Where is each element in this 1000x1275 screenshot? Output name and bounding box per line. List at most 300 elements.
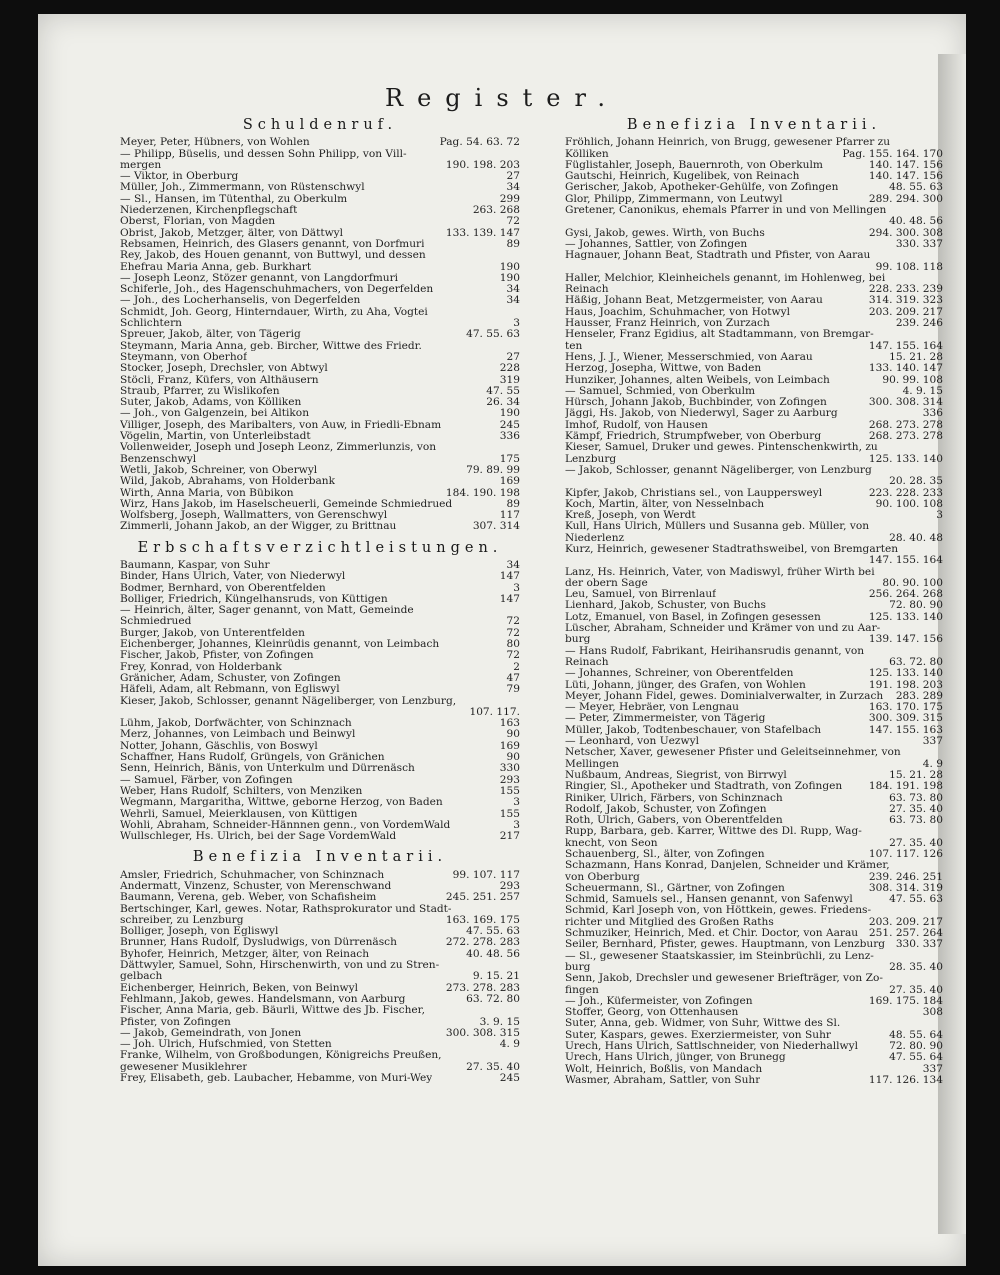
entry-name: Andermatt, Vinzenz, Schuster, von Merenschwand (120, 881, 392, 892)
index-entry (120, 763, 520, 774)
index-entry (565, 747, 943, 758)
entry-name: Wullschleger, Hs. Ulrich, bei der Sage VordemWald (120, 831, 397, 843)
entry-pages: 263. 268 (472, 204, 520, 217)
entry-name: Eichenberger, Johannes, Kleinrüdis genannt, von Leimbach (120, 639, 440, 651)
entry-pages: 72 (506, 615, 520, 628)
entry-name: — Joh., Küfermeister, von Zofingen (565, 995, 753, 1007)
index-entry (120, 718, 520, 729)
index-entry (565, 928, 943, 939)
entry-pages: 299 (499, 192, 520, 205)
entry-name: Suter, Kaspars, gewes. Exerziermeister, von Suhr (565, 1029, 831, 1041)
index-entry (565, 1030, 943, 1041)
entry-name: Straub, Pfarrer, zu Wislikofen (120, 385, 280, 397)
entry-name: Wirth, Anna Maria, von Bübikon (120, 487, 294, 499)
entry-name: Scheuermann, Sl., Gärtner, von Zofingen (565, 882, 785, 894)
entry-pages: 147 (499, 570, 520, 583)
index-entry (565, 1052, 943, 1063)
entry-name: Rey, Jakob, des Houen genannt, von Buttwyl, und dessen (120, 250, 426, 262)
entry-pages: 251. 257. 264 (868, 927, 943, 940)
entry-pages: 107. 117. 126 (868, 848, 943, 860)
entry-pages: 283. 289 (895, 689, 943, 702)
entry-name: Müller, Jakob, Todtenbeschauer, von Stafelbach (565, 724, 822, 736)
index-entry (565, 137, 943, 148)
entry-name: Bolliger, Joseph, von Egliswyl (120, 926, 279, 938)
index-entry (120, 662, 520, 673)
index-entry (565, 216, 943, 227)
index-entry (120, 352, 520, 363)
entry-name: Häfeli, Adam, alt Rebmann, von Egliswyl (120, 684, 340, 696)
index-entry (565, 804, 943, 815)
entry-name: — Joh., des Locherhanselis, von Degerfelden (120, 295, 361, 307)
index-entry (565, 397, 943, 408)
index-entry (565, 533, 943, 544)
entry-name: Spreuer, Jakob, älter, von Tägerig (120, 329, 301, 341)
entry-name: Amsler, Friedrich, Schuhmacher, von Schinznach (120, 869, 385, 881)
entry-name: Stocker, Joseph, Drechsler, von Abtwyl (120, 363, 328, 375)
entry-pages: 107. 117. (469, 705, 520, 718)
entry-pages: 2 (513, 660, 520, 673)
index-entry (120, 318, 520, 329)
index-entry (120, 797, 520, 808)
entry-name: Kreß, Joseph, von Werdt (565, 510, 696, 522)
entry-pages: 337 (922, 1062, 943, 1075)
index-entry (565, 781, 943, 792)
entry-pages: 4. 9 (922, 757, 943, 770)
index-entry (120, 284, 520, 295)
entry-pages: 300. 308. 314 (868, 396, 943, 409)
index-entry (565, 442, 943, 453)
entry-name: Kurz, Heinrich, gewesener Stadtrathsweibel, von Bremgarten (565, 543, 899, 555)
entry-name: Mellingen (565, 758, 619, 770)
entry-pages: 47. 55. 63 (466, 925, 520, 938)
index-entry (120, 341, 520, 352)
entry-name: — Joh. Ulrich, Hufschmied, von Stetten (120, 1039, 332, 1051)
entry-name: Suter, Jakob, Adams, von Kölliken (120, 397, 302, 409)
entry-name: Wohli, Abraham, Schneider-Hännnen genn., von VordemWald (120, 819, 451, 831)
entry-name: Lotz, Emanuel, von Basel, in Zofingen gesessen (565, 611, 821, 623)
entry-name: Kipfer, Jakob, Christians sel., von Lauppersweyl (565, 487, 823, 499)
entry-pages: 245 (499, 418, 520, 431)
entry-pages: 63. 73. 80 (889, 814, 943, 827)
entry-name: Wild, Jakob, Abrahams, von Holderbank (120, 476, 336, 488)
entry-name: Baumann, Verena, geb. Weber, von Schafisheim (120, 892, 377, 904)
entry-pages: 184. 191. 198 (868, 780, 943, 793)
entry-name: Villiger, Joseph, des Maribalters, von Auw, in Friedli-Ebnam (120, 419, 442, 431)
entry-name: Wehrli, Samuel, Meierklausen, von Küttigen (120, 808, 358, 820)
index-entry (120, 994, 520, 1005)
entry-pages: 307. 314 (472, 520, 520, 533)
index-entry (120, 171, 520, 182)
index-entry (120, 329, 520, 340)
index-entry (120, 363, 520, 374)
index-entry (120, 560, 520, 571)
entry-pages: 293 (499, 773, 520, 786)
index-entry (565, 499, 943, 510)
entry-name: Hens, J. J., Wiener, Messerschmied, von Aarau (565, 351, 813, 363)
entry-pages: 47 (506, 671, 520, 684)
entry-name: Lüscher, Abraham, Schneider und Krämer von und zu Aar- (565, 623, 881, 635)
index-entry (565, 759, 943, 770)
right-column (565, 116, 943, 1086)
entry-pages: 190 (499, 407, 520, 420)
entry-name: Frey, Elisabeth, geb. Laubacher, Hebamme, von Muri-Wey (120, 1073, 433, 1085)
entry-pages: 256. 264. 268 (868, 588, 943, 601)
entry-name: Henseler, Franz Egidius, alt Stadtammann, von Bremgar- (565, 329, 874, 341)
entry-name: Fröhlich, Johann Heinrich, von Brugg, gewesener Pfarrer zu (565, 137, 891, 149)
entry-name: Binder, Hans Ulrich, Vater, von Niederwyl (120, 571, 346, 583)
index-entry (120, 605, 520, 616)
entry-pages: 72 (506, 626, 520, 639)
entry-pages: 308 (922, 1006, 943, 1019)
entry-name: richter und Mitglied des Großen Raths (565, 916, 774, 928)
entry-pages: 190. 198. 203 (445, 158, 520, 171)
entry-name: Lienhard, Jakob, Schuster, von Buchs (565, 600, 766, 612)
index-entry (565, 1007, 943, 1018)
index-entry (565, 171, 943, 182)
entry-name: von Oberburg (565, 871, 640, 883)
entry-pages: 336 (499, 430, 520, 443)
index-entry (565, 962, 943, 973)
index-entry (120, 375, 520, 386)
section-title: Schuldenruf. (242, 117, 398, 133)
entry-pages: 47. 55. 63 (889, 893, 943, 906)
entry-pages: 15. 21. 28 (889, 768, 943, 781)
index-entry (565, 612, 943, 623)
entry-pages: 125. 133. 140 (868, 667, 943, 680)
index-entry (120, 250, 520, 261)
entry-name: Benzenschwyl (120, 453, 197, 465)
entry-name: Gysi, Jakob, gewes. Wirth, von Buchs (565, 227, 765, 239)
index-entry (565, 262, 943, 273)
index-entry (120, 741, 520, 752)
entry-name: Wasmer, Abraham, Sattler, von Suhr (565, 1074, 761, 1086)
entry-pages: 314. 319. 323 (868, 294, 943, 307)
entry-pages: 63. 72. 80 (889, 655, 943, 668)
index-entry (565, 860, 943, 871)
section-title: Benefizia Inventarii. (626, 117, 882, 133)
entry-name: Seiler, Bernhard, Pfister, gewes. Hauptmann, von Lenzburg (565, 939, 886, 951)
entry-name: Roth, Ulrich, Gabers, von Oberentfelden (565, 815, 783, 827)
entry-name: — Samuel, Schmied, von Oberkulm (565, 385, 756, 397)
entry-name: Franke, Wilhelm, von Großbodungen, Königreichs Preußen, (120, 1050, 442, 1062)
entry-pages: 34 (506, 294, 520, 307)
entry-pages: 169 (499, 475, 520, 488)
section-spacer (120, 533, 520, 539)
index-entry (565, 510, 943, 521)
entry-pages: 133. 139. 147 (445, 226, 520, 239)
entry-pages: 4. 9 (499, 1038, 520, 1051)
entry-pages: 72 (506, 215, 520, 228)
index-entry (120, 216, 520, 227)
index-entry (120, 295, 520, 306)
index-entry (120, 696, 520, 707)
entry-pages: 155 (499, 807, 520, 820)
entry-pages: 330 (499, 762, 520, 775)
entry-name: Füglistahler, Joseph, Bauernroth, von Oberkulm (565, 159, 823, 171)
index-entry (565, 363, 943, 374)
entry-name: Obrist, Jakob, Metzger, älter, von Dättwyl (120, 227, 344, 239)
entry-name: Oberst, Florian, von Magden (120, 216, 276, 228)
index-entry (565, 329, 943, 340)
entry-name: Vollenweider, Joseph und Joseph Leonz, Zimmerlunzis, von (120, 442, 437, 454)
index-entry (565, 634, 943, 645)
entry-pages: 203. 209. 217 (868, 915, 943, 928)
index-entry (120, 616, 520, 627)
entry-name: Gränicher, Adam, Schuster, von Zofingen (120, 672, 341, 684)
entry-name: — Sl., Hansen, im Tütenthal, zu Oberkulm (120, 193, 348, 205)
entry-pages: 139. 147. 156 (868, 633, 943, 646)
entry-pages: 245 (499, 1072, 520, 1085)
entry-name: Senn, Jakob, Drechsler und gewesener Briefträger, von Zo- (565, 973, 883, 985)
entry-pages: 79 (506, 683, 520, 696)
entry-pages: 203. 209. 217 (868, 305, 943, 318)
entry-name: — Viktor, in Oberburg (120, 171, 239, 183)
entry-name: Senn, Heinrich, Bänis, von Unterkulm und Dürrenäsch (120, 763, 415, 775)
entry-name: Hagnauer, Johann Beat, Stadtrath und Pfister, von Aarau (565, 250, 871, 262)
entry-pages: 140. 147. 156 (868, 170, 943, 183)
index-entry (120, 809, 520, 820)
index-entry (565, 307, 943, 318)
entry-name: Kämpf, Friedrich, Strumpfweber, von Oberburg (565, 431, 822, 443)
entry-name: Schazmann, Hans Konrad, Danjelen, Schneider und Krämer, (565, 860, 890, 872)
index-entry (120, 915, 520, 926)
index-entry (565, 431, 943, 442)
index-entry (120, 408, 520, 419)
entry-name: — Sl., gewesener Staatskassier, im Steinbrüchli, zu Lenz- (565, 950, 874, 962)
entry-name: Lanz, Hs. Heinrich, Vater, von Madiswyl, früher Wirth bei (565, 566, 875, 578)
entry-name: Burger, Jakob, von Unterentfelden (120, 627, 305, 639)
entry-pages: 300. 308. 315 (445, 1026, 520, 1039)
entry-name: Schlichtern (120, 318, 182, 330)
entry-pages: 223. 228. 233 (868, 486, 943, 499)
index-entry (120, 684, 520, 695)
entry-pages: 273. 278. 283 (445, 981, 520, 994)
entry-pages: 72. 80. 90 (889, 599, 943, 612)
entry-pages: 27. 35. 40 (889, 983, 943, 996)
index-entry (120, 488, 520, 499)
index-entry (120, 892, 520, 903)
entry-name: Urech, Hans Ulrich, jünger, von Brunegg (565, 1052, 786, 1064)
index-entry (565, 1075, 943, 1086)
entry-pages: 48. 55. 63 (889, 181, 943, 194)
entry-pages: Pag. 155. 164. 170 (842, 147, 943, 160)
entry-pages: 34 (506, 283, 520, 296)
entry-pages: 28. 35. 40 (889, 960, 943, 973)
entry-name: Glor, Philipp, Zimmermann, von Leutwyl (565, 193, 783, 205)
entry-pages: 3 (513, 317, 520, 330)
entry-name: — Peter, Zimmermeister, von Tägerig (565, 713, 766, 725)
entry-name: Rupp, Barbara, geb. Karrer, Wittwe des Dl. Rupp, Wag- (565, 826, 862, 838)
entry-name: Hürsch, Johann Jakob, Buchbinder, von Zofingen (565, 397, 827, 409)
entry-pages: 27 (506, 170, 520, 183)
index-entry (565, 849, 943, 860)
index-entry (120, 775, 520, 786)
index-entry (565, 939, 943, 950)
entry-pages: 175 (499, 452, 520, 465)
entry-pages: 63. 73. 80 (889, 791, 943, 804)
index-entry (120, 386, 520, 397)
index-entry (120, 476, 520, 487)
index-entry (565, 1018, 943, 1029)
entry-pages: 3 (513, 818, 520, 831)
index-entry (565, 521, 943, 532)
entry-name: Merz, Johannes, von Leimbach und Beinwyl (120, 729, 356, 741)
entry-pages: 3 (513, 581, 520, 594)
entry-pages: 27. 35. 40 (889, 802, 943, 815)
index-entry (120, 983, 520, 994)
entry-name: Haus, Joachim, Schuhmacher, von Hotwyl (565, 306, 790, 318)
entry-name: Stoffer, Georg, von Ottenhausen (565, 1007, 739, 1019)
section-spacer (120, 842, 520, 848)
entry-pages: 163 (499, 717, 520, 730)
entry-name: Reinach (565, 284, 609, 296)
entry-name: Riniker, Ulrich, Färbers, von Schinznach (565, 792, 783, 804)
index-entry (565, 205, 943, 216)
entry-pages: 308. 314. 319 (868, 881, 943, 894)
entry-name: — Meyer, Hebräer, von Lengnau (565, 702, 739, 714)
entry-pages: 80. 90. 100 (882, 576, 943, 589)
index-entry (120, 465, 520, 476)
index-entry (120, 307, 520, 318)
index-entry (565, 793, 943, 804)
entry-name: Nußbaum, Andreas, Siegrist, von Birrwyl (565, 769, 787, 781)
entry-pages: 239. 246. 251 (868, 870, 943, 883)
entry-name: — Jakob, Gemeindrath, von Jonen (120, 1027, 302, 1039)
entry-pages: 155 (499, 784, 520, 797)
section-title: Erbschaftsverzichtleistungen. (137, 539, 503, 556)
entry-name: mergen (120, 159, 162, 171)
entry-pages: 337 (922, 735, 943, 748)
entry-name: Schmuziker, Heinrich, Med. et Chir. Doctor, von Aarau (565, 928, 859, 940)
entry-pages: 9. 15. 21 (472, 970, 520, 983)
index-entry (120, 239, 520, 250)
entry-pages: 3 (513, 796, 520, 809)
entry-pages: 163. 170. 175 (868, 701, 943, 714)
index-entry (120, 510, 520, 521)
entry-pages: 27 (506, 350, 520, 363)
entry-name: Lenzburg (565, 453, 617, 465)
index-entry (120, 228, 520, 239)
entry-name: Eichenberger, Heinrich, Beken, von Beinwyl (120, 982, 358, 994)
entry-name: Fischer, Jakob, Pfister, von Zofingen (120, 650, 314, 662)
index-entry (120, 960, 520, 971)
entry-pages: 125. 133. 140 (868, 452, 943, 465)
index-entry (120, 499, 520, 510)
index-entry (120, 729, 520, 740)
entry-name: Suter, Anna, geb. Widmer, von Suhr, Wittwe des Sl. (565, 1018, 841, 1030)
entry-name: Meyer, Johann Fidel, gewes. Dominialverwalter, in Zurzach (565, 690, 884, 702)
entry-name: Jäggi, Hs. Jakob, von Niederwyl, Sager zu Aarburg (565, 408, 838, 420)
entry-pages: 80 (506, 638, 520, 651)
entry-name: Lühm, Jakob, Dorfwächter, von Schinznach (120, 718, 352, 730)
entry-pages: 72 (506, 649, 520, 662)
entry-name: gelbach (120, 971, 163, 983)
index-entry (120, 205, 520, 216)
index-entry (120, 571, 520, 582)
index-entry (565, 736, 943, 747)
entry-name: Pfister, von Zofingen (120, 1016, 231, 1028)
index-entry (120, 137, 520, 148)
entry-pages: 190 (499, 271, 520, 284)
index-entry (120, 786, 520, 797)
entry-name: Niederzenen, Kirchenpflegschaft (120, 205, 298, 217)
entry-name: Schmid, Samuels sel., Hansen genannt, von Safenwyl (565, 894, 853, 906)
entry-pages: 117 (499, 509, 520, 522)
entry-name: — Joh., von Galgenzein, bei Altikon (120, 408, 310, 420)
entry-pages: 294. 300. 308 (868, 226, 943, 239)
index-entry (565, 1041, 943, 1052)
index-entry (565, 668, 943, 679)
entry-pages: 90 (506, 751, 520, 764)
entry-name: burg (565, 634, 591, 646)
entry-name: Rodolf, Jakob, Schuster, von Zofingen (565, 803, 767, 815)
entry-name: Müller, Joh., Zimmermann, von Rüstenschwyl (120, 182, 365, 194)
entry-name: der obern Sage (565, 577, 648, 589)
entry-name: Baumann, Kaspar, von Suhr (120, 559, 270, 571)
entry-pages: 27. 35. 40 (466, 1060, 520, 1073)
index-entry (565, 680, 943, 691)
entry-name: schreiber, zu Lenzburg (120, 914, 244, 926)
entry-pages: 147. 155. 163 (868, 723, 943, 736)
entry-pages: 20. 28. 35 (889, 475, 943, 488)
index-entry (565, 228, 943, 239)
entry-pages: 319 (499, 373, 520, 386)
entry-name: — Johannes, Sattler, von Zofingen (565, 238, 748, 250)
index-entry (565, 951, 943, 962)
entry-pages: 15. 21. 28 (889, 350, 943, 363)
entry-name: Zimmerli, Johann Jakob, an der Wigger, zu Brittnau (120, 521, 397, 533)
entry-pages: 245. 251. 257 (445, 891, 520, 904)
entry-name: Dättwyler, Samuel, Sohn, Hirschenwirth, von und zu Stren- (120, 960, 440, 972)
index-entry (565, 996, 943, 1007)
index-entry (565, 454, 943, 465)
entry-name: Steymann, Maria Anna, geb. Bircher, Wittwe des Friedr. (120, 340, 422, 352)
index-entry (120, 870, 520, 881)
entry-name: Stöcli, Franz, Küfers, von Althäusern (120, 374, 319, 386)
entry-pages: 330. 337 (895, 938, 943, 951)
entry-name: Ringier, Sl., Apotheker und Stadtrath, von Zofingen (565, 781, 843, 793)
index-entry (120, 752, 520, 763)
entry-name: — Philipp, Büselis, und dessen Sohn Philipp, von Vill- (120, 148, 407, 160)
index-entry (120, 194, 520, 205)
index-entry (120, 1073, 520, 1084)
index-entry (120, 431, 520, 442)
entry-name: Notter, Johann, Gäschlis, von Boswyl (120, 740, 318, 752)
index-entry (565, 725, 943, 736)
entry-pages: 72. 80. 90 (889, 1040, 943, 1053)
index-entry (120, 442, 520, 453)
entry-pages: 3 (936, 509, 943, 522)
section-title: Benefizia Inventarii. (192, 849, 448, 866)
entry-name: Wolt, Heinrich, Boßlis, von Mandach (565, 1063, 763, 1075)
index-entry (120, 521, 520, 532)
entry-name: Hausser, Franz Heinrich, von Zurzach (565, 318, 770, 330)
entry-pages: 239. 246 (895, 317, 943, 330)
entry-name: Imhof, Rudolf, von Hausen (565, 419, 708, 431)
index-entry (565, 341, 943, 352)
index-entry (120, 820, 520, 831)
entry-pages: 34 (506, 181, 520, 194)
entry-pages: 289. 294. 300 (868, 192, 943, 205)
entry-name: — Joseph Leonz, Stözer genannt, von Langdorfmuri (120, 272, 399, 284)
entry-name: Meyer, Peter, Hübners, von Wohlen (120, 137, 310, 149)
index-entry (120, 628, 520, 639)
entry-name: Ehefrau Maria Anna, geb. Burkhart (120, 261, 312, 273)
entry-pages: 217 (499, 830, 520, 843)
entry-pages: 40. 48. 56 (889, 215, 943, 228)
entry-name: Fischer, Anna Maria, geb. Bäurli, Wittwe des Jb. Fischer, (120, 1005, 425, 1017)
entry-pages: 89 (506, 497, 520, 510)
